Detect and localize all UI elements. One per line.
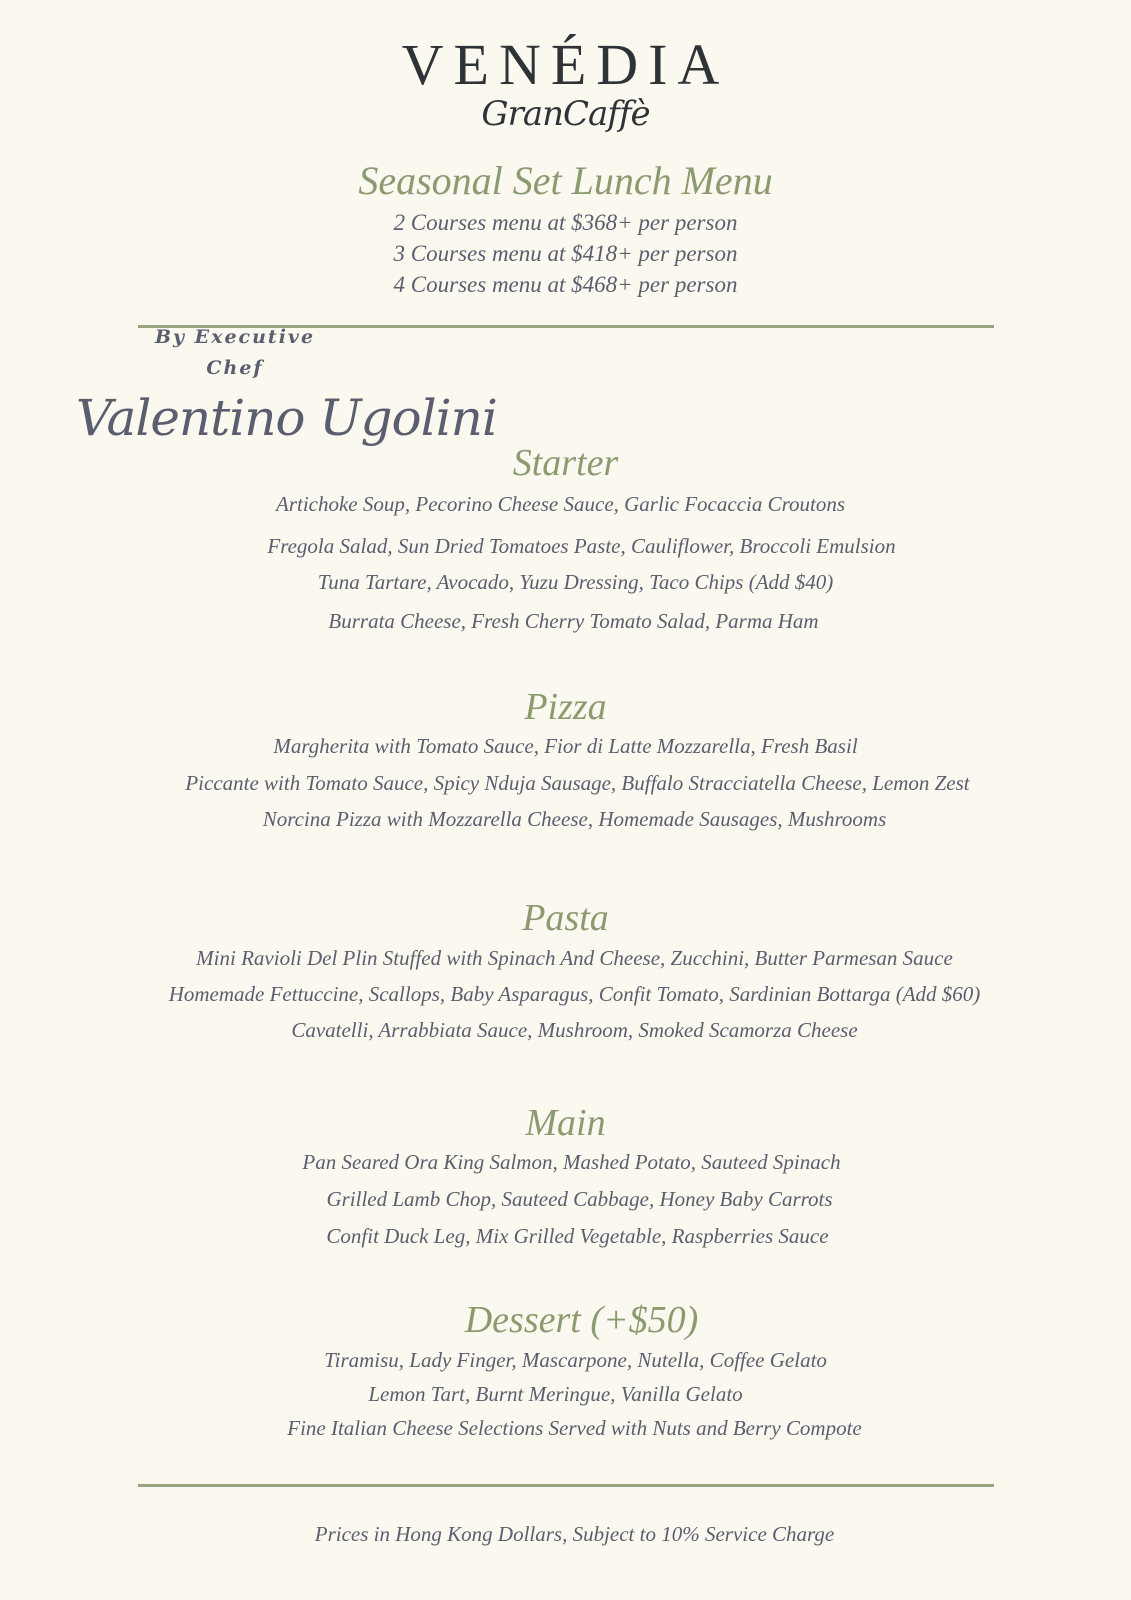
menu-item: Burrata Cheese, Fresh Cherry Tomato Salad, Parma Ham	[328, 609, 819, 633]
price-line-2-courses: 2 Courses menu at $368+ per person	[393, 210, 738, 235]
menu-item: Mini Ravioli Del Plin Stuffed with Spinach And Cheese, Zucchini, Butter Parmesan Sauce	[196, 946, 953, 970]
menu-item: Lemon Tart, Burnt Meringue, Vanilla Gelato	[368, 1382, 743, 1406]
brand-logo: VENÉDIA	[401, 32, 730, 97]
chef-signature: Valentino Ugolini	[76, 389, 497, 447]
menu-item: Homemade Fettuccine, Scallops, Baby Asparagus, Confit Tomato, Sardinian Bottarga (Add $60)	[168, 982, 981, 1006]
brand-subtitle: GranCaffè	[481, 94, 650, 134]
menu-item: Tuna Tartare, Avocado, Yuzu Dressing, Taco Chips (Add $40)	[317, 570, 834, 594]
menu-title: Seasonal Set Lunch Menu	[358, 158, 773, 203]
footer-note: Prices in Hong Kong Dollars, Subject to 10% Service Charge	[314, 1522, 835, 1546]
chef-label	[150, 322, 320, 384]
menu-item: Artichoke Soup, Pecorino Cheese Sauce, Garlic Focaccia Croutons	[276, 492, 845, 516]
menu-item: Fregola Salad, Sun Dried Tomatoes Paste, Cauliflower, Broccoli Emulsion	[267, 534, 896, 558]
price-line-4-courses: 4 Courses menu at $468+ per person	[393, 272, 738, 297]
menu-item: Fine Italian Cheese Selections Served with Nuts and Berry Compote	[287, 1416, 862, 1440]
menu-item: Piccante with Tomato Sauce, Spicy Nduja Sausage, Buffalo Stracciatella Cheese, Lemon Zest	[185, 771, 970, 795]
price-line-3-courses: 3 Courses menu at $418+ per person	[393, 241, 738, 266]
menu-item: Grilled Lamb Chop, Sauteed Cabbage, Honey Baby Carrots	[326, 1187, 833, 1211]
section-title-pizza: Pizza	[524, 686, 607, 728]
menu-item: Cavatelli, Arrabbiata Sauce, Mushroom, Smoked Scamorza Cheese	[291, 1018, 858, 1042]
chef-label-line1: By Executive	[154, 326, 316, 348]
menu-item: Margherita with Tomato Sauce, Fior di Latte Mozzarella, Fresh Basil	[273, 734, 858, 758]
bottom-divider	[138, 1484, 994, 1487]
menu-item: Pan Seared Ora King Salmon, Mashed Potato, Sauteed Spinach	[302, 1150, 841, 1174]
chef-label-line2: Chef	[206, 357, 264, 379]
section-title-pasta: Pasta	[522, 897, 609, 939]
menu-item: Tiramisu, Lady Finger, Mascarpone, Nutella, Coffee Gelato	[324, 1348, 827, 1372]
section-title-main: Main	[525, 1102, 606, 1144]
menu-item: Norcina Pizza with Mozzarella Cheese, Homemade Sausages, Mushrooms	[262, 807, 887, 831]
menu-item: Confit Duck Leg, Mix Grilled Vegetable, Raspberries Sauce	[326, 1224, 829, 1248]
section-title-starter: Starter	[512, 442, 619, 484]
section-title-dessert: Dessert (+$50)	[464, 1299, 699, 1341]
